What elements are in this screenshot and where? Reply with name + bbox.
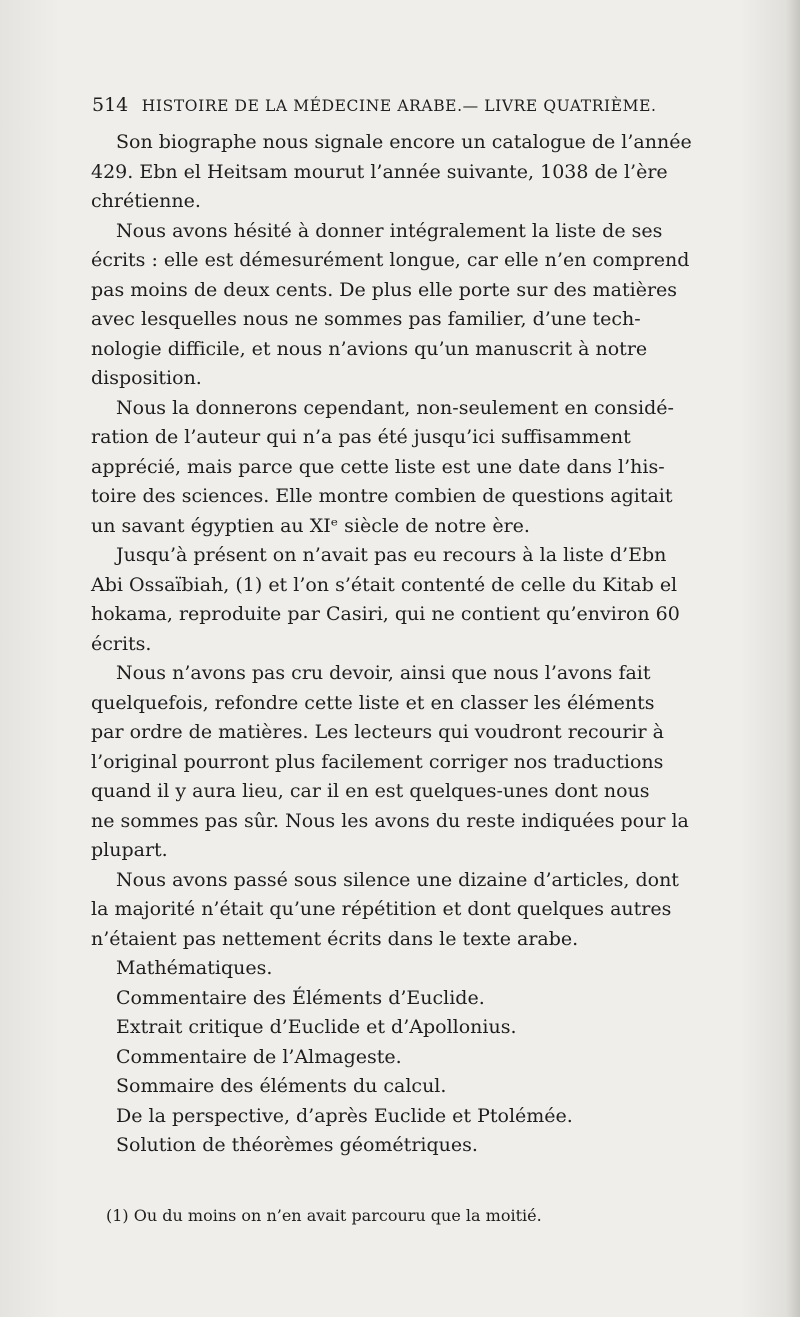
text-line: écrits.	[91, 632, 152, 655]
text-line: l’original pourront plus facilement corriger nos traductions	[91, 750, 664, 773]
text-line: la majorité n’était qu’une répétition et dont quelques autres	[91, 898, 672, 920]
body-text	[91, 128, 705, 1161]
text-line: Jusqu’à présent on n’avait pas eu recours à la liste d’Ebn	[116, 544, 667, 566]
text-line: par ordre de matières. Les lecteurs qui voudront recourir à	[91, 721, 664, 743]
text-line: un savant égyptien au XIᵉ siècle de notre ère.	[91, 514, 530, 537]
text-line: ne sommes pas sûr. Nous les avons du reste indiquées pour la	[91, 809, 689, 832]
text-line: Solution de théorèmes géométriques.	[116, 1134, 478, 1156]
text-line: Extrait critique d’Euclide et d’Apollonius.	[116, 1016, 517, 1038]
text-line: quelquefois, refondre cette liste et en classer les éléments	[91, 691, 655, 714]
text-line: écrits : elle est démesurément longue, car elle n’en comprend	[91, 249, 690, 271]
text-line: apprécié, mais parce que cette liste est une date dans l’his-	[91, 455, 665, 478]
text-line: Commentaire de l’Almageste.	[116, 1045, 402, 1068]
text-line: Son biographe nous signale encore un catalogue de l’année	[116, 131, 692, 153]
text-line: toire des sciences. Elle montre combien de questions agitait	[91, 485, 673, 507]
text-line: disposition.	[91, 367, 202, 389]
text-line: De la perspective, d’après Euclide et Ptolémée.	[116, 1104, 573, 1127]
text-line: Mathématiques.	[116, 957, 273, 979]
text-line: pas moins de deux cents. De plus elle porte sur des matières	[91, 278, 678, 301]
text-line: ration de l’auteur qui n’a pas été jusqu’ici suffisamment	[91, 426, 631, 448]
page-edge-shadow	[786, 0, 800, 1317]
text-line: Nous avons passé sous silence une dizaine d’articles, dont	[116, 868, 679, 891]
text-line: hokama, reproduite par Casiri, qui ne contient qu’environ 60	[91, 603, 680, 625]
text-line: Nous la donnerons cependant, non-seulement en considé-	[116, 396, 674, 419]
text-line: Nous avons hésité à donner intégralement la liste de ses	[116, 219, 663, 242]
text-line: 429. Ebn el Heitsam mourut l’année suivante, 1038 de l’ère	[91, 160, 668, 183]
text-line: Nous n’avons pas cru devoir, ainsi que nous l’avons fait	[116, 662, 651, 684]
running-title: HISTOIRE DE LA MÉDECINE ARABE.— LIVRE QUATRIÈME.	[141, 97, 657, 115]
text-line: chrétienne.	[91, 190, 201, 212]
text-line: Commentaire des Éléments d’Euclide.	[116, 986, 485, 1009]
text-line: avec lesquelles nous ne sommes pas familier, d’une tech-	[91, 308, 641, 330]
text-line: Sommaire des éléments du calcul.	[116, 1075, 447, 1097]
text-line: plupart.	[91, 839, 168, 861]
text-line: quand il y aura lieu, car il en est quelques-unes dont nous	[91, 780, 650, 802]
text-line: nologie difficile, et nous n’avions qu’un manuscrit à notre	[91, 337, 648, 360]
running-header	[92, 94, 712, 116]
page-number: 514	[92, 94, 129, 116]
text-line: n’étaient pas nettement écrits dans le texte arabe.	[91, 927, 579, 950]
footnote: (1) Ou du moins on n’en avait parcouru que la moitié.	[106, 1206, 542, 1225]
text-line: Abi Ossaïbiah, (1) et l’on s’était contenté de celle du Kitab el	[91, 573, 678, 596]
